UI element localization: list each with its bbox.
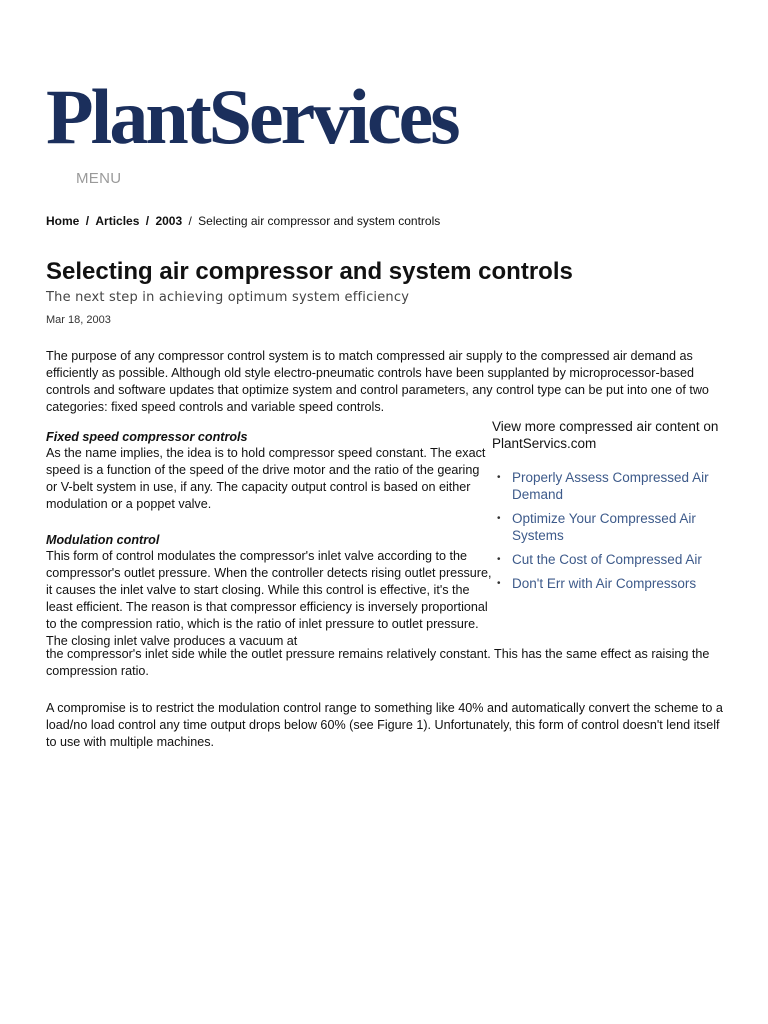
fixed-speed-heading: Fixed speed compressor controls bbox=[46, 430, 248, 444]
related-link-assess-demand[interactable]: Properly Assess Compressed Air Demand bbox=[512, 470, 709, 502]
modulation-paragraph-continued: the compressor's inlet side while the outlet pressure remains relatively constant. This has the same effect as raising the compression ratio. bbox=[46, 647, 710, 678]
bullet-icon: • bbox=[497, 472, 501, 483]
modulation-heading: Modulation control bbox=[46, 533, 160, 547]
list-item bbox=[497, 551, 732, 568]
bullet-icon: • bbox=[497, 578, 501, 589]
breadcrumb bbox=[46, 214, 440, 228]
list-item bbox=[497, 575, 732, 592]
breadcrumb-separator: / bbox=[85, 214, 90, 228]
menu-button[interactable]: MENU bbox=[76, 170, 122, 187]
fixed-speed-paragraph: As the name implies, the idea is to hold compressor speed constant. The exact speed is a function of the speed of the drive motor and the ratio of the gearing or V-belt system in use, if any. The capacity output control is based on either modulation or a poppet valve. bbox=[46, 446, 486, 511]
breadcrumb-separator: / bbox=[188, 214, 192, 228]
publish-date: Mar 18, 2003 bbox=[46, 314, 111, 326]
list-item bbox=[497, 469, 732, 503]
related-link-optimize-systems[interactable]: Optimize Your Compressed Air Systems bbox=[512, 511, 696, 543]
site-logo[interactable]: PlantServices bbox=[46, 73, 458, 160]
list-item bbox=[497, 510, 732, 544]
breadcrumb-articles-link[interactable]: Articles bbox=[95, 214, 140, 228]
compromise-paragraph: A compromise is to restrict the modulation control range to something like 40% and automatically convert the scheme to a load/no load control any time output drops below 60% (see Figure 1). Unfortunately, this form of control doesn't lend itself to use with multiple machines. bbox=[46, 701, 723, 749]
modulation-paragraph: This form of control modulates the compressor's inlet valve according to the compressor's outlet pressure. When the controller detects rising outlet pressure, it causes the inlet valve to start closing. While this control is effective, it's the least efficient. The reason is that compressor efficiency is inversely proportional to the compression ratio, which is the ratio of inlet pressure to outlet pressure. The closing inlet valve produces a vacuum at bbox=[46, 549, 492, 648]
breadcrumb-current: Selecting air compressor and system controls bbox=[198, 214, 441, 228]
related-links-list bbox=[492, 469, 732, 592]
article-intro-paragraph: The purpose of any compressor control system is to match compressed air supply to the compressed air demand as efficiently as possible. Although old style electro-pneumatic controls have been supplanted by microprocessor-based controls and software updates that optimize system and control parameters, any control type can be put into one of two categories: fixed speed controls and variable speed controls. bbox=[46, 349, 709, 414]
related-link-air-compressors[interactable]: Don't Err with Air Compressors bbox=[512, 576, 697, 591]
related-link-cut-cost[interactable]: Cut the Cost of Compressed Air bbox=[512, 552, 702, 567]
breadcrumb-separator: / bbox=[145, 214, 150, 228]
related-content-sidebar bbox=[492, 418, 732, 599]
bullet-icon: • bbox=[497, 513, 501, 524]
sidebar-intro: View more compressed air content on PlantServics.com bbox=[492, 419, 719, 451]
breadcrumb-year-link[interactable]: 2003 bbox=[155, 214, 183, 228]
page-subtitle: The next step in achieving optimum system efficiency bbox=[46, 290, 410, 305]
breadcrumb-home-link[interactable]: Home bbox=[46, 214, 80, 228]
page-title: Selecting air compressor and system controls bbox=[46, 258, 573, 285]
bullet-icon: • bbox=[497, 554, 501, 565]
